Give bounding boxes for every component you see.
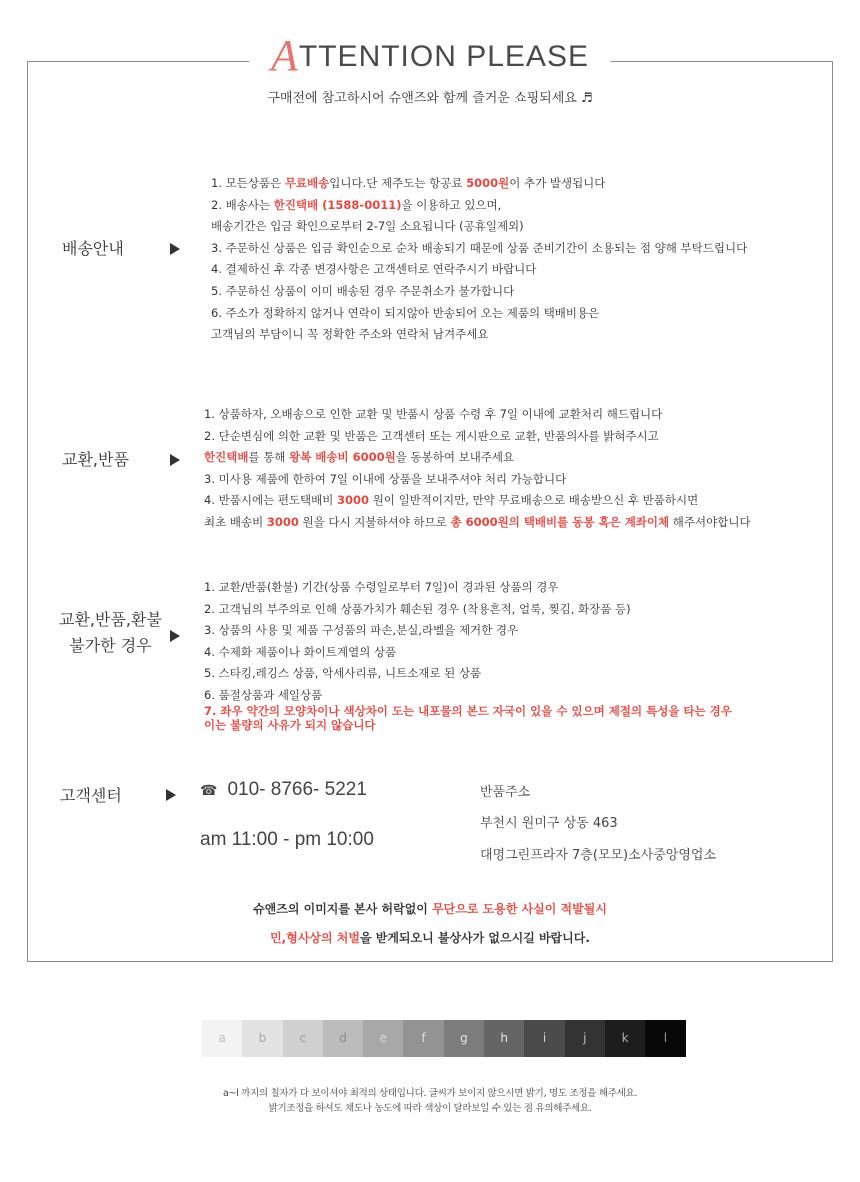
scale-cell-d: d (323, 1020, 363, 1057)
title-initial: A (271, 31, 299, 80)
list-text: 3. 미사용 제품에 한하여 7일 이내에 상품을 보내주셔야 처리 가능합니다 (204, 471, 567, 486)
list-item (204, 490, 751, 512)
list-item: 1. 교환/반품(환불) 기간(상품 수령일로부터 7일)이 경과된 상품의 경우 (204, 580, 559, 594)
scale-cell-l: l (645, 1020, 685, 1057)
list-item: 4. 수제화 제품이나 화이트계열의 상품 (204, 644, 397, 659)
no-exchange-warning (204, 704, 732, 732)
highlight-text: 왕복 배송비 6000원 (289, 450, 396, 465)
arrow-right-icon (170, 630, 180, 642)
brightness-scale (202, 1020, 686, 1057)
list-item (211, 281, 747, 303)
list-text: 2. 단순변심에 의한 교환 및 반품은 고객센터 또는 게시판으로 교환, 반품의사를 밝혀주시고 (204, 428, 659, 443)
warning-line-2: 이는 불량의 사유가 되지 않습니다 (204, 718, 376, 732)
highlight-text: 총 6000원의 택배비를 동봉 혹은 계좌이체 (450, 514, 670, 529)
scale-note-line-2: 밝기조정을 하셔도 채도나 농도에 따라 색상이 달라보일 수 있는 점 유의해주세요. (268, 1103, 592, 1114)
title-bar (0, 30, 860, 81)
highlight-text: 5000원 (466, 176, 510, 190)
list-text: 6. 주소가 정확하지 않거나 연락이 되지않아 반송되어 오는 제품의 택배비용은 (211, 305, 600, 320)
return-address-line-2: 대명그린프라자 7층(모모)소사중앙영업소 (480, 848, 717, 863)
section-label-customer-center: 고객센터 (60, 786, 122, 805)
list-text: 5. 주문하신 상품이 이미 배송된 경우 주문취소가 불가합니다 (211, 283, 515, 298)
list-item: 2. 고객님의 부주의로 인해 상품가치가 훼손된 경우 (착용흔적, 얼룩, 찢김, 화장품 등) (204, 601, 631, 616)
scale-cell-c: c (283, 1020, 323, 1057)
scale-cell-b: b (242, 1020, 282, 1057)
highlight-text: 3000 (266, 514, 299, 529)
section-label-exchange: 교환,반품 (62, 450, 129, 469)
scale-cell-j: j (565, 1020, 605, 1057)
list-item (204, 469, 751, 491)
arrow-right-icon (170, 243, 180, 255)
scale-cell-k: k (605, 1020, 645, 1057)
scale-cell-e: e (363, 1020, 403, 1057)
highlight-text: 한진택배 (204, 450, 249, 465)
copyright-notice-line-2: 민,형사상의 처벌을 받게되오니 불상사가 없으시길 바랍니다. (270, 931, 590, 945)
list-text: 4. 결제하신 후 각종 변경사항은 고객센터로 연락주시기 바랍니다 (211, 262, 537, 277)
list-item: 5. 스타킹,레깅스 상품, 악세사리류, 니트소재로 된 상품 (204, 666, 482, 681)
list-text: 을 동봉하여 보내주세요 (395, 450, 515, 465)
list-item (211, 195, 747, 217)
phone-value: 010- 8766- 5221 (227, 779, 367, 800)
label-line-1: 교환,반품,환불 (59, 610, 162, 629)
highlight-text: 3000 (337, 493, 370, 508)
copyright-notice-line-1: 슈앤즈의 이미지를 본사 허락없이 무단으로 도용한 사실이 적발될시 (253, 902, 607, 916)
list-item (211, 259, 747, 281)
list-text: 해주셔야합니다 (669, 514, 751, 529)
list-text: 를 통해 (248, 450, 290, 465)
list-text: 고객님의 부담이니 꼭 정확한 주소와 연락처 남겨주세요 (211, 327, 489, 342)
scale-cell-i: i (524, 1020, 564, 1057)
list-text: 최초 배송비 (204, 514, 267, 529)
list-item (211, 216, 747, 238)
business-hours: am 11:00 - pm 10:00 (200, 829, 374, 850)
list-item (204, 426, 751, 448)
scale-cell-a: a (202, 1020, 242, 1057)
list-text: 입니다.단 제주도는 항공료 (329, 176, 467, 190)
label-line-2: 불가한 경우 (69, 636, 152, 655)
list-text: 4. 반품시에는 편도택배비 (204, 493, 338, 508)
phone-number (200, 779, 367, 801)
highlight-text: 한진택배 (1588-0011) (273, 197, 402, 212)
list-item (211, 173, 747, 195)
list-item (211, 324, 747, 346)
list-text: 2. 배송사는 (211, 197, 274, 212)
page-title (249, 30, 611, 81)
list-text: 을 이용하고 있으며, (401, 197, 502, 212)
list-text: 1. 모든상품은 (211, 176, 285, 190)
title-rest: TTENTION PLEASE (298, 40, 589, 73)
shipping-list (211, 173, 747, 346)
list-item (204, 447, 751, 469)
list-text: 3. 주문하신 상품은 입금 확인순으로 순차 배송되기 때문에 상품 준비기간이 소용되는 점 양해 부탁드립니다 (211, 240, 748, 255)
list-text: 원이 일반적이지만, 만약 무료배송으로 배송받으신 후 반품하시면 (369, 493, 699, 508)
scale-cell-h: h (484, 1020, 524, 1057)
subtitle: 구매전에 참고하시어 슈앤즈와 함께 즐거운 쇼핑되세요 ♬ (267, 91, 593, 106)
list-item (211, 303, 747, 325)
list-text: 1. 상품하자, 오배송으로 인한 교환 및 반품시 상품 수령 후 7일 이내에 교환처리 해드립니다 (204, 407, 663, 421)
list-text: 이 추가 발생됩니다 (509, 176, 606, 190)
list-item (204, 512, 751, 534)
scale-cell-g: g (444, 1020, 484, 1057)
section-label-no-exchange (59, 607, 162, 659)
section-label-shipping: 배송안내 (62, 239, 124, 258)
list-item: 6. 품절상품과 세일상품 (204, 687, 323, 702)
scale-cell-f: f (403, 1020, 443, 1057)
arrow-right-icon (170, 454, 180, 466)
return-address-line-1: 부천시 원미구 상동 463 (480, 816, 618, 831)
phone-icon: ☎ (200, 782, 218, 798)
warning-line-1: 7. 좌우 약간의 모양차이나 색상차이 도는 내포물의 본드 자국이 있을 수 있으며 제절의 특성을 타는 경우 (204, 704, 732, 718)
list-item: 3. 상품의 사용 및 제품 구성품의 파손,분실,라벨을 제거한 경우 (204, 623, 519, 638)
list-item (211, 238, 747, 260)
scale-note-line-1: a~l 까지의 칠자가 다 보이셔야 최적의 상태입니다. 글씨가 보이지 않으시면 밝기, 명도 조정을 해주세요. (222, 1088, 638, 1099)
list-text: 배송기간은 입금 확인으로부터 2-7일 소요됩니다 (공휴일제외) (211, 219, 524, 234)
return-title: 반품주소 (480, 785, 531, 800)
arrow-right-icon (166, 789, 176, 801)
highlight-text: 무료배송 (284, 176, 330, 190)
exchange-list (204, 404, 751, 534)
list-item (204, 404, 751, 426)
list-text: 원을 다시 지불하셔야 하므로 (298, 514, 451, 529)
no-exchange-list (204, 577, 631, 707)
